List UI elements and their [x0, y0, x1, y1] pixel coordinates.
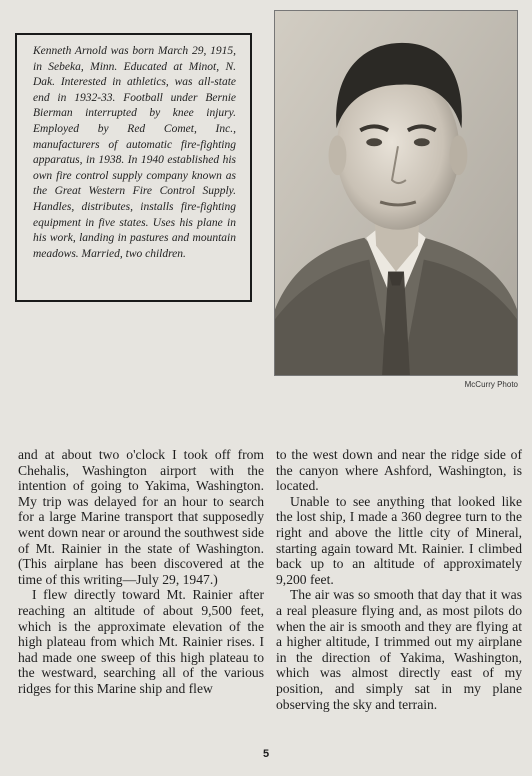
text-column-left — [18, 447, 264, 697]
paragraph: The air was so smooth that day that it was a real pleasure flying and, as most pilots do when the air is smooth and they are flying at a higher altitude, I trimmed out my airplane in the direction of Yakima, Washington, which was almost directly east of my position, and simply sat in my plane observing the sky and terrain. — [276, 587, 522, 712]
biography-box — [15, 33, 252, 302]
biography-text: Kenneth Arnold was born March 29, 1915, in Sebeka, Minn. Educated at Minot, N. Dak. Interested in athletics, was all-state end in 1932-33. Football under Bernie Bierman interrupted by knee injury. Employed by Red Comet, Inc., manufacturers of automatic fire-fighting apparatus, in 1938. In 1940 established his own fire control supply company known as the Great Western Fire Control Supply. Handles, distributes, installs fire-fighting equipment in five states. Uses his plane in his work, landing in pastures and mountain meadows. Married, two children. — [33, 45, 236, 260]
text-column-right — [276, 447, 522, 712]
page-number: 5 — [262, 748, 270, 760]
paragraph: Unable to see anything that looked like the lost ship, I made a 360 degree turn to the right and above the little city of Mineral, starting again toward Mt. Rainier. I climbed back up to an altitude of approximately 9,200 feet. — [276, 493, 522, 587]
photo-credit: McCurry Photo — [464, 380, 518, 389]
paragraph: I flew directly toward Mt. Rainier after reaching an altitude of about 9,500 feet, which is the approximate elevation of the high plateau from which Mt. Rainier rises. I had made one sweep of this high plateau to the westward, searching all of the various ridges for this Marine ship and flew — [18, 587, 264, 696]
paragraph: to the west down and near the ridge side of the canyon where Ashford, Washington, is located. — [276, 447, 522, 494]
portrait-photo — [274, 10, 518, 376]
paragraph: and at about two o'clock I took off from Chehalis, Washington airport with the intention of going to Yakima, Washington. My trip was delayed for an hour to search for a large Marine transport that supposedly went down near or around the southwest side of Mt. Rainier in the state of Washington. (This airplane has been discovered at the time of this writing—July 29, 1947.) — [18, 447, 264, 587]
portrait-illustration — [275, 11, 517, 375]
